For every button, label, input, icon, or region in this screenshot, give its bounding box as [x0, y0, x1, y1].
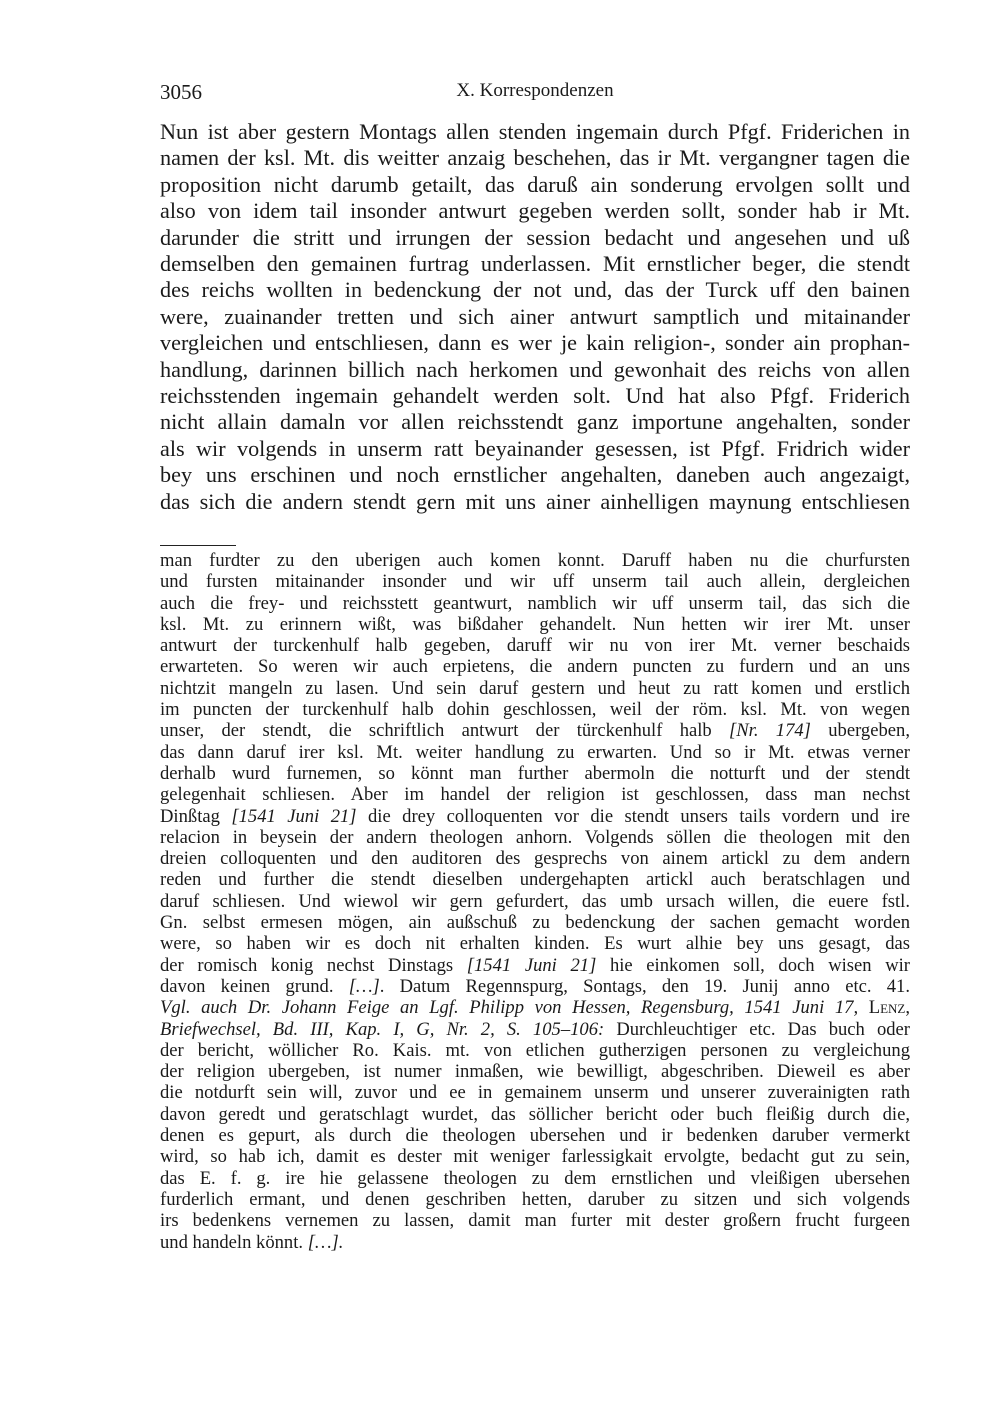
footnote-line — [160, 720, 910, 741]
text-segment: Durchleuchtiger etc. Das buch oder — [604, 1018, 911, 1040]
text-line — [160, 489, 910, 515]
text-line — [160, 304, 910, 330]
text-segment: reden und further die stendt dieselben undergehapten artickl auch beratschlagen und — [160, 869, 910, 891]
text-segment: die drey colloquenten vor die stendt unsers tails vordern und ire — [356, 805, 910, 827]
text-segment: hie einkomen soll, doch wisen wir — [596, 954, 910, 976]
footnote-line — [160, 1061, 910, 1082]
text-segment: nichtzit mangeln zu lasen. Und sein daruf gestern und heut zu ratt komen und erstlich — [160, 677, 910, 699]
footnote-line — [160, 784, 910, 805]
text-segment: Gn. selbst ermesen mögen, ain außschuß zu bedenckung der sachen gemacht worden — [160, 912, 910, 934]
text-segment: als wir volgends in unserm ratt beyainander gesessen, ist Pfgf. Fridrich wider — [160, 435, 910, 461]
footnote-line — [160, 763, 910, 784]
text-segment: ksl. Mt. zu erinnern wißt, was bißdaher gehandelt. Nun hetten wir irer Mt. unser — [160, 613, 910, 635]
text-segment — [858, 997, 869, 1018]
text-segment: der religion ubergeben, ist numer inmaßen, wie bewilligt, abgeschriben. Dieweil es aber — [160, 1061, 910, 1083]
footnote-line — [160, 933, 910, 954]
footnote-line — [160, 1232, 910, 1253]
text-line — [160, 119, 910, 145]
footnote-line — [160, 1189, 910, 1210]
text-segment: Dinßtag — [160, 805, 232, 827]
text-line — [160, 330, 910, 356]
italic-segment: [1541 Juni 21] — [231, 805, 357, 827]
text-line — [160, 409, 910, 435]
text-segment: man furdter zu den uberigen auch komen konnt. Daruff haben nu die churfursten — [160, 550, 910, 571]
footnote-line — [160, 550, 910, 571]
text-segment: demselben den gemainen furtrag underlassen. Mit ernstlicher beger, die stendt — [160, 251, 910, 277]
text-segment: und fursten mitainander insonder und wir uff unserm tail auch allein, dergleichen — [160, 571, 910, 593]
footnote-line — [160, 1104, 910, 1125]
footnote-text — [160, 550, 910, 1253]
text-segment: darunder die stritt und irrungen der session bedacht und angesehen und uß — [160, 224, 910, 250]
text-segment: der romisch konig nechst Dinstags — [160, 954, 467, 976]
text-segment: der bericht, wöllicher Ro. Kais. mt. von etlichen gutherzigen personen zu vergleichung — [160, 1039, 910, 1061]
text-line — [160, 436, 910, 462]
footnote-line — [160, 1210, 910, 1231]
text-segment: namen der ksl. Mt. dis weitter anzaig beschehen, das ir Mt. vergangner tagen die — [160, 145, 910, 171]
text-segment: auch die frey- und reichsstett geantwurt, namblich wir uff unserm tail, das sich die — [160, 592, 910, 614]
text-segment: Nun ist aber gestern Montags allen stenden ingemain durch Pfgf. Friderichen in — [160, 119, 910, 144]
italic-segment: [Nr. 174] — [729, 720, 811, 742]
text-segment: das sich die andern stendt gern mit uns ainer ainhelligen maynung entschliesen — [160, 488, 910, 514]
footnote-line — [160, 571, 910, 592]
italic-segment: Vgl. auch Dr. Johann Feige an Lgf. Philipp von Hessen, Regensburg, 1541 Juni 17, — [160, 997, 859, 1019]
text-segment: derhalb wurd furnemen, so könnt man further abermoln die notturft und der stendt — [160, 762, 910, 784]
footnote-line — [160, 656, 910, 677]
text-segment: unser, der stendt, die schriftlich antwurt der türckenhulf halb — [160, 720, 730, 742]
italic-segment: […] — [348, 975, 380, 997]
text-segment: davon geredt und geratschlagt wurdet, das söllicher bericht oder buch fleißig durch die, — [160, 1103, 910, 1125]
footnote-line — [160, 976, 910, 997]
footnote-line — [160, 955, 910, 976]
text-line — [160, 172, 910, 198]
running-title: X. Korrespondenzen — [456, 80, 614, 101]
text-line — [160, 225, 910, 251]
text-segment: wird, so hab ich, damit es dester mit weniger farlessigkait ervolgte, bedacht gut zu sein, — [160, 1146, 910, 1168]
text-segment: were, so haben wir es doch nit erhalten kinden. Es wurt alhie bey uns gesagt, das — [160, 933, 910, 955]
footnote-line — [160, 635, 910, 656]
text-segment: relacion in beysein der andern theologen anhorn. Volgends söllen die theologen mit den — [160, 826, 910, 848]
text-segment: vergleichen und entschliesen, dann es wer je kain religion-, sonder ain prophan- — [160, 330, 910, 356]
italic-segment: […]. — [307, 1231, 344, 1253]
text-segment: daruf schliesen. Und wiewol wir gern gefurdert, das umb ursach willen, die euere fstl. — [160, 890, 910, 912]
text-line — [160, 357, 910, 383]
text-segment: das dann daruf irer ksl. Mt. weiter handlung zu erwarten. Und so ir Mt. etwas verner — [160, 741, 910, 763]
text-segment: des reichs wollten in bedenckung der not und, das der Turck uff den bainen — [160, 277, 910, 303]
text-segment: bey uns erschinen und noch ernstlicher angehalten, daneben auch angezaigt, — [160, 462, 910, 488]
footnote-line — [160, 891, 910, 912]
footnote-line — [160, 869, 910, 890]
main-text — [160, 119, 910, 515]
text-segment: were, zuainander tretten und sich ainer antwurt samptlich und mitainander — [160, 303, 910, 329]
italic-segment: [1541 Juni 21] — [466, 954, 597, 976]
text-segment: irs bedenkens vernemen zu lassen, damit man furter mit dester großern frucht furgeen — [160, 1210, 910, 1232]
text-line — [160, 383, 910, 409]
text-segment: . Datum Regennspurg, Sontags, den 19. Junij anno etc. 41. — [379, 975, 910, 997]
footnote-line — [160, 848, 910, 869]
italic-segment: Briefwechsel, Bd. III, Kap. I, G, Nr. 2, S. 105–106: — [160, 1018, 605, 1040]
footnote-line — [160, 1125, 910, 1146]
running-header — [160, 80, 910, 106]
footnote-line — [160, 1019, 910, 1040]
footnote-line — [160, 1168, 910, 1189]
text-segment: antwurt der turckenhulf halb gegeben, daruff wir nu von irer Mt. verner beschaids — [160, 635, 910, 657]
footnote-separator — [160, 545, 236, 546]
text-line — [160, 251, 910, 277]
footnote-line — [160, 912, 910, 933]
text-line — [160, 462, 910, 488]
footnote-line — [160, 1082, 910, 1103]
text-segment: handlung, darinnen billich nach herkomen und gewonhait des reichs von allen — [160, 356, 910, 382]
text-segment: also von idem tail insonder antwurt gegeben werden sollt, sonder hab ir Mt. — [160, 198, 910, 224]
page-number: 3056 — [160, 80, 202, 104]
text-segment: das E. f. g. ire hie gelassene theologen zu dem ernstlichen und vleißigen ubersehen — [160, 1167, 910, 1189]
footnote-line — [160, 806, 910, 827]
footnote-line — [160, 1040, 910, 1061]
text-segment: ubergeben, — [810, 720, 910, 742]
footnote-line — [160, 614, 910, 635]
text-segment: denen es gepurt, als durch die theologen ubersehen und ir bedenken daruber vermerkt — [160, 1125, 910, 1147]
footnote-line — [160, 593, 910, 614]
text-segment: proposition nicht darumb getailt, das daruß ain sonderung ervolgen sollt und — [160, 171, 910, 197]
text-line — [160, 198, 910, 224]
footnote-line — [160, 699, 910, 720]
text-segment: furderlich ermant, und denen geschriben hetten, daruber zu sitzen und sich volgends — [160, 1188, 910, 1210]
text-segment: erwarteten. So weren wir auch erpietens, die andern puncten zu furdern und an uns — [160, 656, 910, 678]
text-segment: davon keinen grund. — [160, 975, 349, 997]
text-line — [160, 277, 910, 303]
smallcaps-segment: Lenz, — [868, 997, 910, 1019]
text-segment: dreien colloquenten und den auditoren des gesprechs von ainem artickl zu dem andern — [160, 848, 910, 870]
text-segment: nicht allain damaln vor allen reichsstendt ganz importune angehalten, sonder — [160, 409, 910, 435]
footnote-line — [160, 742, 910, 763]
footnote-line — [160, 827, 910, 848]
text-segment: gelegenhait schliesen. Aber im handel der religion ist geschlossen, dass man nechst — [160, 784, 910, 806]
text-segment: im puncten der turckenhulf halb dohin geschlossen, weil der röm. ksl. Mt. von wegen — [160, 699, 910, 721]
footnote-line — [160, 997, 910, 1018]
text-line — [160, 145, 910, 171]
text-segment: die notdurft sein will, zuvor und ee in gemainem unserm und unserer zuverainigten rath — [160, 1082, 910, 1104]
footnote-line — [160, 1146, 910, 1167]
text-segment: und handeln könnt. — [160, 1231, 308, 1253]
footnote-line — [160, 678, 910, 699]
text-segment: reichsstenden ingemain gehandelt werden solt. Und hat also Pfgf. Friderich — [160, 383, 910, 409]
